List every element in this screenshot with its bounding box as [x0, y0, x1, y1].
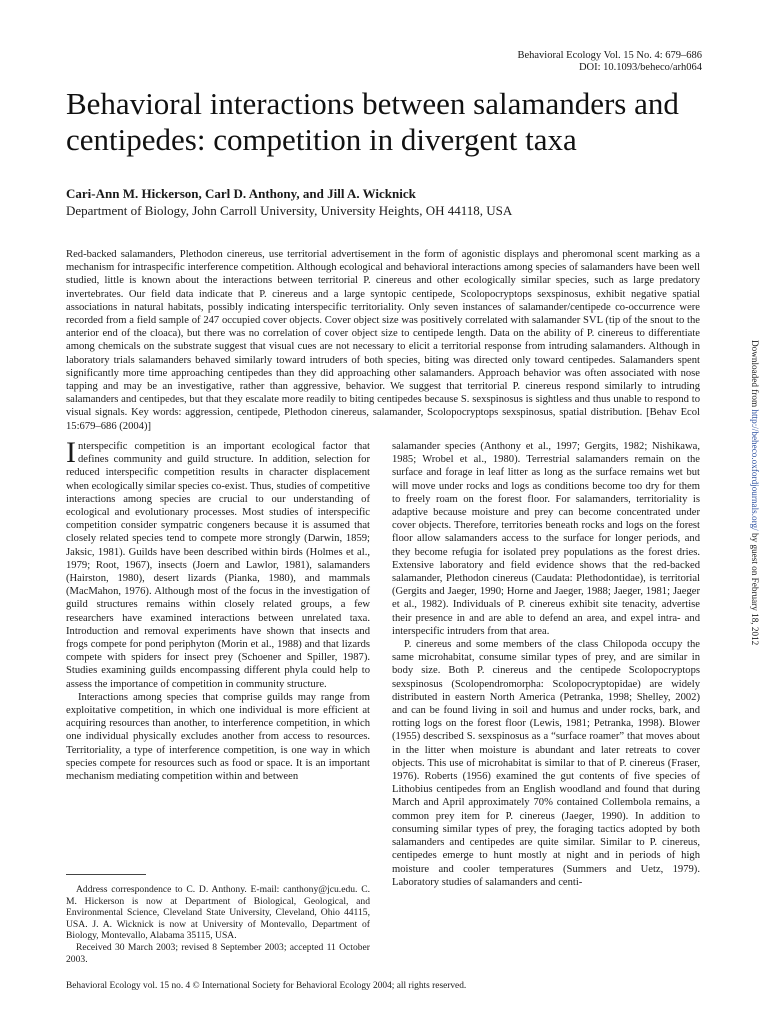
body-paragraph: P. cinereus and some members of the class Chilopoda occupy the same microhabitat, consume similar types of prey, and are similar in body size. Both P. cinereus and the centipede Scolopocryptops sexspinosus (Scolopendromorpha: Scolopocryptopidae) are widely distributed in eastern North America (Petranka, 1998; Shelley, 2002) and can be found living in soil and humus and under rocks, bark, and rotting logs on the forest floor (Lewis, 1981; Petranka, 1998). Blower (1955) described S. sexspinosus as a “surface roamer” that moves about in the litter when moisture is abundant and later retreats to cover objects. This use of microhabitat is similar to that of P. cinereus (Fraser, 1976). Roberts (1956) examined the gut contents of five species of Lithobius centipedes from an English woodland and found that during March and April approximately 70% contained Collembola remains, a common prey item for P. cinereus (Jaeger, 1990). In addition to consuming similar types of prey, the foraging tactics adopted by both salamanders and centipedes are quite similar. Similar to P. cinereus, centipedes emerge to hunt mostly at night and in periods of high moisture and cooler temperatures (Summers and Uetz, 1979). Laboratory studies of salamanders and centi- — [392, 639, 700, 888]
download-watermark — [746, 340, 764, 690]
body-paragraph: Interactions among species that comprise guilds may range from exploitative competition, in which one individual is more efficient at acquiring resources than another, to interference competition, in which one individual physically excludes another from access to resources. Territoriality, a type of interference competition, is one way in which species compete for resources such as food or space. It is an important mechanism mediating competition within and between — [66, 691, 370, 783]
author-list: Cari-Ann M. Hickerson, Carl D. Anthony, and Jill A. Wicknick — [66, 186, 416, 201]
page-footer: Behavioral Ecology vol. 15 no. 4 © International Society for Behavioral Ecology 2004; all rights reserved. — [66, 981, 467, 991]
journal-citation: Behavioral Ecology Vol. 15 No. 4: 679–686 — [517, 50, 702, 61]
body-column-right — [392, 440, 700, 889]
received-dates: Received 30 March 2003; revised 8 September 2003; accepted 11 October 2003. — [66, 941, 370, 965]
author-affiliation: Department of Biology, John Carroll University, University Heights, OH 44118, USA — [66, 203, 513, 218]
body-paragraph: salamander species (Anthony et al., 1997; Gergits, 1982; Nishikawa, 1985; Wrobel et al., 1980). Terrestrial salamanders remain on the surface and forage in leaf litter as long as the surface remains wet but will move under rocks and logs as conditions become too dry for them to freely roam on the forest floor. For salamanders, territoriality is adaptive because moisture and prey can become concentrated under cover objects. Therefore, territories beneath rocks and logs on the forest floor allow salamanders access to the surface for longer periods, and they become refugia for isolated prey populations as the forest dries. Extensive laboratory and field evidence shows that the red-backed salamander, Plethodon cinereus (Caudata: Plethodontidae), is territorial (Gergits and Jaeger, 1990; Horne and Jaeger, 1988; Jaeger, 1981; Jaeger et al., 1982). Individuals of P. cinereus exhibit site tenacity, advertise their presence in and are able to defend an area, and expel intra- and interspecific intruders from that area. — [392, 441, 700, 637]
doi: DOI: 10.1093/beheco/arh064 — [578, 62, 702, 73]
journal-info — [342, 50, 702, 74]
watermark-prefix: Downloaded from — [750, 340, 760, 410]
body-column-left — [66, 436, 371, 783]
abstract: Red-backed salamanders, Plethodon cinereus, use territorial advertisement in the form of agonistic displays and pheromonal scent marking as a mechanism for intraspecific interference competition. Although ecological and behavioral interactions among species of salamanders have been well studied, little is known about the interactions between territorial P. cinereus and other ecologically similar species, such as large predatory invertebrates. Our field data indicate that P. cinereus and a large syntopic centipede, Scolopocryptops sexspinosus, exhibit negative spatial associations in natural habitats, possibly indicating interspecific territoriality. Only seven instances of salamander/centipede co-occurrence were recorded from a field sample of 247 occupied cover objects. Cover object size was positively correlated with salamander SVL (tip of the snout to the anterior end of the cloaca), but there was no correlation of cover object size to centipede length. Data on the ability of P. cinereus to differentiate among chemicals on the substrate suggest that visual cues are not necessary to elicit a territorial response from intruding salamanders. Although in laboratory trials salamanders behaved similarly toward intruders of both species, biting was directed only toward centipedes. Salamanders spent significantly more time approaching centipedes than they did approaching other salamanders. Approach behavior was often associated with nose tapping and may be an investigative, rather than aggressive, behavior. We suggest that territorial P. cinereus respond similarly to intruding salamanders and centipedes, but that they escalate more readily to biting centipedes because S. sexspinosus is sightless and thus unable to respond to visual signals. Key words: aggression, centipede, Plethodon cinereus, salamander, Scolopocryptops sexspinosus, spatial distribution. [Behav Ecol 15:679–686 (2004)] — [66, 249, 700, 432]
body-paragraph: Interspecific competition is an important ecological factor that defines community and guild structure. In addition, selection for reduced interspecific competition results in character displacement when ecologically similar species co-exist. Thus, studies of competitive interactions among species are crucial to our understanding of ecological and evolutionary processes. Most studies of interspecific competition consider sympatric congeners because it is assumed that closely related species tend to compete more strongly (Darwin, 1859; Jaksic, 1981). Guilds have been described within birds (Holmes et al., 1979; Root, 1967), insects (Joern and Lawlor, 1981), salamanders (Hairston, 1980), desert lizards (Pianka, 1980), and mammals (MacMahon, 1976). Although most of the focus in the investigation of guild structures remains within closely related groups, a few researchers have examined interactions between unrelated taxa. Introduction and removal experiments have shown that insects and frogs compete for pond periphyton (Morin et al., 1988) and that lizards compete with spiders for insect prey (Schoener and Spiller, 1987). Studies examining guilds encompassing different phyla could help to assess the importance of competition in community structure. — [66, 436, 371, 690]
footnote-divider — [66, 874, 146, 875]
article-title: Behavioral interactions between salamanders and centipedes: competition in divergent taxa — [66, 86, 679, 157]
watermark-link[interactable]: http://beheco.oxfordjournals.org/ — [750, 409, 760, 531]
correspondence-note: Address correspondence to C. D. Anthony. E-mail: canthony@jcu.edu. C. M. Hickerson is now at Department of Biological, Geological, and Environmental Science, Cleveland State University, Cleveland, Ohio 44115, USA. J. A. Wicknick is now at University of Montevallo, Department of Biology, Montevallo, Alabama 35115, USA. — [66, 884, 370, 942]
footnote — [66, 884, 370, 965]
watermark-suffix: by guest on February 18, 2012 — [750, 530, 760, 646]
drop-cap: I — [66, 436, 76, 469]
